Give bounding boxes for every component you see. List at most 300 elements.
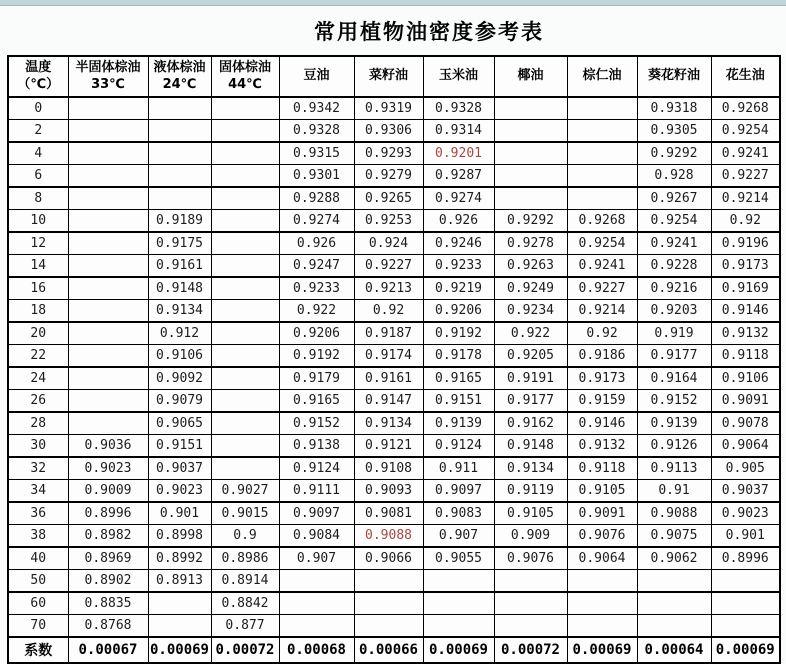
table-row	[8, 97, 780, 120]
temperature-cell: 6	[8, 165, 68, 188]
temperature-cell: 24	[8, 367, 68, 390]
value-cell: 0.9	[211, 525, 279, 548]
value-cell	[68, 120, 148, 143]
table-row	[8, 142, 780, 165]
value-cell: 0.9301	[279, 165, 354, 188]
temperature-cell: 4	[8, 142, 68, 165]
value-cell	[423, 570, 494, 593]
value-cell: 0.9064	[567, 547, 637, 570]
value-cell: 0.9036	[68, 435, 148, 458]
value-cell: 0.9119	[494, 480, 567, 503]
value-cell: 0.9274	[279, 210, 354, 233]
value-cell	[211, 300, 279, 323]
value-cell	[279, 570, 354, 593]
value-cell: 0.9106	[148, 345, 211, 368]
value-cell: 0.8992	[148, 547, 211, 570]
value-cell: 0.912	[148, 322, 211, 345]
value-cell: 0.9274	[423, 187, 494, 210]
value-cell: 0.9177	[637, 345, 711, 368]
table-row	[8, 480, 780, 503]
value-cell: 0.9278	[494, 232, 567, 255]
value-cell	[68, 345, 148, 368]
value-cell: 0.9023	[711, 502, 780, 525]
value-cell: 0.9152	[279, 412, 354, 435]
value-cell: 0.9233	[423, 255, 494, 278]
value-cell: 0.9265	[354, 187, 423, 210]
value-cell: 0.9241	[637, 232, 711, 255]
value-cell: 0.9178	[423, 345, 494, 368]
temperature-cell: 2	[8, 120, 68, 143]
value-cell: 0.9075	[637, 525, 711, 548]
value-cell: 0.9263	[494, 255, 567, 278]
value-cell: 0.9228	[637, 255, 711, 278]
value-cell: 0.9268	[711, 97, 780, 120]
table-row	[8, 547, 780, 570]
value-cell	[148, 165, 211, 188]
value-cell: 0.9305	[637, 120, 711, 143]
value-cell: 0.9015	[211, 502, 279, 525]
value-cell	[211, 255, 279, 278]
table-row	[8, 345, 780, 368]
column-header	[637, 56, 711, 97]
value-cell: 0.9079	[148, 390, 211, 413]
value-cell	[68, 367, 148, 390]
value-cell	[68, 255, 148, 278]
value-cell: 0.922	[279, 300, 354, 323]
value-cell: 0.877	[211, 615, 279, 638]
value-cell: 0.9124	[279, 457, 354, 480]
temperature-cell: 38	[8, 525, 68, 548]
value-cell	[68, 210, 148, 233]
value-cell: 0.9206	[423, 300, 494, 323]
value-cell	[494, 592, 567, 615]
value-cell: 0.9134	[148, 300, 211, 323]
value-cell: 0.8996	[711, 547, 780, 570]
value-cell: 0.9254	[567, 232, 637, 255]
value-cell: 0.9037	[148, 457, 211, 480]
temperature-cell: 18	[8, 300, 68, 323]
value-cell: 0.926	[279, 232, 354, 255]
header-row	[8, 56, 780, 97]
temperature-cell: 12	[8, 232, 68, 255]
value-cell: 0.00069	[711, 637, 780, 663]
value-cell	[494, 142, 567, 165]
value-cell: 0.00064	[637, 637, 711, 663]
value-cell: 0.922	[494, 322, 567, 345]
value-cell	[148, 187, 211, 210]
value-cell	[68, 187, 148, 210]
value-cell: 0.91	[637, 480, 711, 503]
column-header-line2: 44℃	[228, 76, 262, 92]
value-cell: 0.9105	[494, 502, 567, 525]
value-cell: 0.9139	[423, 412, 494, 435]
value-cell: 0.9151	[148, 435, 211, 458]
value-cell	[567, 165, 637, 188]
window-top-strip	[0, 0, 786, 6]
value-cell: 0.9268	[567, 210, 637, 233]
value-cell	[68, 300, 148, 323]
value-cell: 0.9249	[494, 277, 567, 300]
value-cell: 0.9132	[567, 435, 637, 458]
value-cell: 0.9066	[354, 547, 423, 570]
value-cell: 0.9205	[494, 345, 567, 368]
value-cell: 0.9097	[279, 502, 354, 525]
value-cell: 0.9165	[423, 367, 494, 390]
value-cell	[494, 570, 567, 593]
column-header-line1: 菜籽油	[368, 68, 408, 84]
value-cell: 0.00069	[423, 637, 494, 663]
value-cell: 0.9108	[354, 457, 423, 480]
value-cell	[711, 570, 780, 593]
value-cell: 0.9247	[279, 255, 354, 278]
value-cell: 0.9241	[711, 142, 780, 165]
temperature-cell: 8	[8, 187, 68, 210]
value-cell: 0.9084	[279, 525, 354, 548]
value-cell: 0.9253	[354, 210, 423, 233]
value-cell	[494, 615, 567, 638]
value-cell: 0.00072	[494, 637, 567, 663]
value-cell: 0.9177	[494, 390, 567, 413]
value-cell	[711, 615, 780, 638]
temperature-cell: 系数	[8, 637, 68, 663]
value-cell: 0.9124	[423, 435, 494, 458]
value-cell: 0.901	[148, 502, 211, 525]
table-body	[8, 97, 780, 663]
value-cell: 0.9318	[637, 97, 711, 120]
value-cell: 0.9093	[354, 480, 423, 503]
value-cell: 0.9196	[711, 232, 780, 255]
value-cell: 0.9328	[423, 97, 494, 120]
table-row	[8, 390, 780, 413]
value-cell	[423, 615, 494, 638]
table-row	[8, 457, 780, 480]
value-cell	[567, 570, 637, 593]
value-cell: 0.9009	[68, 480, 148, 503]
table-row	[8, 322, 780, 345]
value-cell: 0.9216	[637, 277, 711, 300]
value-cell: 0.9088	[354, 525, 423, 548]
value-cell	[567, 97, 637, 120]
value-cell: 0.9147	[354, 390, 423, 413]
value-cell: 0.9175	[148, 232, 211, 255]
value-cell: 0.9227	[567, 277, 637, 300]
table-row	[8, 210, 780, 233]
table-row	[8, 435, 780, 458]
value-cell: 0.9076	[567, 525, 637, 548]
table-row	[8, 412, 780, 435]
value-cell: 0.9118	[711, 345, 780, 368]
value-cell: 0.9088	[637, 502, 711, 525]
value-cell: 0.901	[711, 525, 780, 548]
value-cell: 0.9191	[494, 367, 567, 390]
value-cell: 0.9139	[637, 412, 711, 435]
value-cell: 0.909	[494, 525, 567, 548]
value-cell: 0.9148	[148, 277, 211, 300]
table-row	[8, 120, 780, 143]
temperature-cell: 14	[8, 255, 68, 278]
value-cell	[494, 120, 567, 143]
value-cell	[354, 570, 423, 593]
table-row	[8, 165, 780, 188]
value-cell: 0.8914	[211, 570, 279, 593]
value-cell: 0.9203	[637, 300, 711, 323]
temperature-cell: 40	[8, 547, 68, 570]
value-cell: 0.9132	[711, 322, 780, 345]
value-cell	[567, 142, 637, 165]
table-row	[8, 592, 780, 615]
value-cell: 0.9159	[567, 390, 637, 413]
column-header	[8, 56, 68, 97]
value-cell: 0.9037	[711, 480, 780, 503]
value-cell	[494, 187, 567, 210]
value-cell	[211, 165, 279, 188]
value-cell: 0.9091	[711, 390, 780, 413]
value-cell: 0.92	[567, 322, 637, 345]
value-cell: 0.9138	[279, 435, 354, 458]
value-cell: 0.8913	[148, 570, 211, 593]
value-cell	[637, 570, 711, 593]
value-cell: 0.00068	[279, 637, 354, 663]
table-row	[8, 570, 780, 593]
value-cell: 0.9111	[279, 480, 354, 503]
value-cell: 0.9078	[711, 412, 780, 435]
value-cell: 0.9227	[354, 255, 423, 278]
value-cell: 0.00067	[68, 637, 148, 663]
value-cell: 0.9241	[567, 255, 637, 278]
value-cell	[148, 592, 211, 615]
value-cell: 0.92	[354, 300, 423, 323]
value-cell: 0.8982	[68, 525, 148, 548]
value-cell	[567, 592, 637, 615]
value-cell: 0.9213	[354, 277, 423, 300]
value-cell	[211, 142, 279, 165]
temperature-cell: 30	[8, 435, 68, 458]
temperature-cell: 32	[8, 457, 68, 480]
value-cell	[211, 367, 279, 390]
column-header-line2: 24℃	[162, 76, 197, 92]
value-cell: 0.8902	[68, 570, 148, 593]
value-cell: 0.9342	[279, 97, 354, 120]
temperature-cell: 0	[8, 97, 68, 120]
column-header	[423, 56, 494, 97]
value-cell: 0.9173	[567, 367, 637, 390]
value-cell: 0.9174	[354, 345, 423, 368]
value-cell	[211, 187, 279, 210]
value-cell: 0.9083	[423, 502, 494, 525]
coefficient-row	[8, 637, 780, 663]
value-cell: 0.9064	[711, 435, 780, 458]
value-cell: 0.9146	[711, 300, 780, 323]
value-cell	[68, 232, 148, 255]
value-cell: 0.9201	[423, 142, 494, 165]
table-row	[8, 232, 780, 255]
value-cell	[567, 615, 637, 638]
value-cell: 0.9113	[637, 457, 711, 480]
value-cell: 0.926	[423, 210, 494, 233]
oil-density-table	[7, 55, 781, 664]
column-header	[567, 56, 637, 97]
value-cell: 0.9134	[354, 412, 423, 435]
value-cell: 0.907	[279, 547, 354, 570]
value-cell: 0.907	[423, 525, 494, 548]
column-header-line1: 温度	[25, 59, 52, 75]
value-cell: 0.8996	[68, 502, 148, 525]
value-cell: 0.9161	[354, 367, 423, 390]
value-cell: 0.9023	[68, 457, 148, 480]
value-cell	[211, 277, 279, 300]
column-header-line1: 固体棕油	[218, 59, 271, 75]
temperature-cell: 70	[8, 615, 68, 638]
value-cell: 0.9279	[354, 165, 423, 188]
value-cell: 0.9314	[423, 120, 494, 143]
temperature-cell: 28	[8, 412, 68, 435]
column-header-line1: 椰油	[517, 68, 544, 84]
value-cell: 0.928	[637, 165, 711, 188]
value-cell: 0.9315	[279, 142, 354, 165]
value-cell	[354, 592, 423, 615]
value-cell: 0.8835	[68, 592, 148, 615]
column-header-line1: 豆油	[303, 68, 330, 84]
value-cell: 0.9055	[423, 547, 494, 570]
value-cell	[423, 592, 494, 615]
column-header	[354, 56, 423, 97]
value-cell: 0.9146	[567, 412, 637, 435]
temperature-cell: 26	[8, 390, 68, 413]
value-cell: 0.9219	[423, 277, 494, 300]
value-cell: 0.9173	[711, 255, 780, 278]
column-header-line1: 半固体棕油	[75, 59, 141, 75]
value-cell	[711, 592, 780, 615]
table-row	[8, 187, 780, 210]
value-cell: 0.9091	[567, 502, 637, 525]
temperature-cell: 34	[8, 480, 68, 503]
value-cell: 0.9151	[423, 390, 494, 413]
value-cell: 0.9254	[637, 210, 711, 233]
value-cell: 0.8998	[148, 525, 211, 548]
table-header	[8, 56, 780, 97]
table-row	[8, 615, 780, 638]
value-cell: 0.9288	[279, 187, 354, 210]
value-cell: 0.9162	[494, 412, 567, 435]
value-cell: 0.9065	[148, 412, 211, 435]
value-cell	[494, 97, 567, 120]
value-cell: 0.9152	[637, 390, 711, 413]
value-cell: 0.9267	[637, 187, 711, 210]
table-row	[8, 502, 780, 525]
value-cell: 0.9233	[279, 277, 354, 300]
temperature-cell: 20	[8, 322, 68, 345]
temperature-cell: 22	[8, 345, 68, 368]
temperature-cell: 16	[8, 277, 68, 300]
value-cell	[354, 615, 423, 638]
value-cell: 0.9206	[279, 322, 354, 345]
value-cell	[494, 165, 567, 188]
value-cell: 0.9192	[279, 345, 354, 368]
column-header-line2: 33℃	[91, 76, 125, 92]
column-header	[148, 56, 211, 97]
value-cell: 0.9148	[494, 435, 567, 458]
value-cell	[68, 322, 148, 345]
column-header	[68, 56, 148, 97]
value-cell: 0.9134	[494, 457, 567, 480]
value-cell: 0.905	[711, 457, 780, 480]
value-cell: 0.9121	[354, 435, 423, 458]
value-cell: 0.9227	[711, 165, 780, 188]
value-cell	[211, 210, 279, 233]
value-cell: 0.9287	[423, 165, 494, 188]
value-cell	[211, 412, 279, 435]
value-cell	[279, 615, 354, 638]
column-header	[711, 56, 780, 97]
value-cell: 0.9105	[567, 480, 637, 503]
temperature-cell: 60	[8, 592, 68, 615]
value-cell: 0.9106	[711, 367, 780, 390]
value-cell: 0.9214	[711, 187, 780, 210]
temperature-cell: 50	[8, 570, 68, 593]
column-header	[494, 56, 567, 97]
value-cell	[68, 142, 148, 165]
value-cell: 0.9023	[148, 480, 211, 503]
table-row	[8, 277, 780, 300]
value-cell	[567, 187, 637, 210]
value-cell: 0.9192	[423, 322, 494, 345]
value-cell: 0.00069	[148, 637, 211, 663]
value-cell: 0.8986	[211, 547, 279, 570]
value-cell	[68, 412, 148, 435]
value-cell: 0.9097	[423, 480, 494, 503]
value-cell: 0.9164	[637, 367, 711, 390]
value-cell	[148, 120, 211, 143]
value-cell: 0.9081	[354, 502, 423, 525]
value-cell: 0.9126	[637, 435, 711, 458]
value-cell	[148, 142, 211, 165]
value-cell: 0.8842	[211, 592, 279, 615]
temperature-cell: 36	[8, 502, 68, 525]
value-cell: 0.9254	[711, 120, 780, 143]
value-cell: 0.924	[354, 232, 423, 255]
column-header-line1: 葵花籽油	[647, 68, 700, 84]
column-header-line1: 花生油	[725, 68, 765, 84]
column-header-line1: 玉米油	[438, 68, 478, 84]
value-cell: 0.9293	[354, 142, 423, 165]
value-cell	[211, 435, 279, 458]
value-cell	[68, 390, 148, 413]
value-cell: 0.9076	[494, 547, 567, 570]
column-header-line2: （℃）	[17, 76, 60, 92]
value-cell: 0.9118	[567, 457, 637, 480]
value-cell: 0.9187	[354, 322, 423, 345]
value-cell: 0.8969	[68, 547, 148, 570]
column-header-line1: 棕仁油	[582, 68, 622, 84]
value-cell: 0.9306	[354, 120, 423, 143]
value-cell: 0.9161	[148, 255, 211, 278]
value-cell	[68, 165, 148, 188]
value-cell	[637, 615, 711, 638]
value-cell: 0.9062	[637, 547, 711, 570]
value-cell	[211, 345, 279, 368]
value-cell: 0.8768	[68, 615, 148, 638]
value-cell: 0.9165	[279, 390, 354, 413]
column-header-line1: 液体棕油	[153, 59, 206, 75]
value-cell: 0.9169	[711, 277, 780, 300]
column-header	[211, 56, 279, 97]
value-cell	[637, 592, 711, 615]
value-cell: 0.9292	[494, 210, 567, 233]
table-row	[8, 525, 780, 548]
column-header	[279, 56, 354, 97]
value-cell	[68, 277, 148, 300]
value-cell	[211, 232, 279, 255]
